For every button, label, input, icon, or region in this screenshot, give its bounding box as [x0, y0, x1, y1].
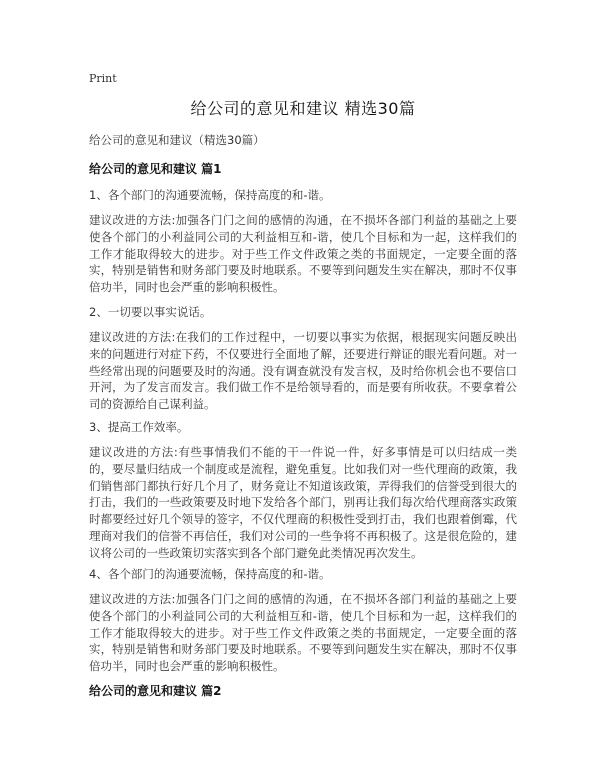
- point-label-4: 4、各个部门的沟通要流畅，保持高度的和-谐。: [89, 567, 331, 581]
- point-label-2: 2、一切要以事实说话。: [89, 305, 212, 319]
- point-label-3: 3、提高工作效率。: [89, 420, 189, 434]
- document-subtitle: 给公司的意见和建议（精选30篇）: [89, 133, 265, 147]
- point-paragraph-3: 建议改进的方法:有些事情我们不能的干一件说一件，好多事情是可以归结成一类的，要尽量归结成一个制度或是流程，避免重复。比如我们对一些代理商的政策，我们销售部门都执行好几个月了，财务竟让不知道该政策，弄得我们的信誉受到很大的打击，我们的一些政策要及时地下发给各个部门，别再让我们每次给代理商落实政策时都要经过好几个领导的签字，不仅代理商的积极性受到打击，我们也跟着倒霉，代理商对我们的信誉不再信任，我们对公司的一些争将不再积极了。这是很危险的，建议将公司的一些政策切实落实到各个部门避免此类情况再次发生。: [89, 445, 517, 560]
- section-heading-1: 给公司的意见和建议 篇1: [89, 162, 222, 176]
- section-heading-2: 给公司的意见和建议 篇2: [89, 684, 222, 698]
- point-label-1: 1、各个部门的沟通要流畅，保持高度的和-谐。: [89, 188, 331, 202]
- print-label[interactable]: Print: [89, 72, 117, 85]
- point-paragraph-2: 建议改进的方法:在我们的工作过程中，一切要以事实为依据，根据现实问题反映出来的问题进行对症下药，不仅要进行全面地了解，还要进行辩证的眼光看问题。对一些经常出现的问题要及时的沟通。没有调查就没有发言权，及时给你机会也不要信口开河，为了发言而发言。我们做工作不是给领导看的，而是要有所收获。不要拿着公司的资源给自己谋利益。: [89, 330, 517, 412]
- point-paragraph-4: 建议改进的方法:加强各门门之间的感情的沟通，在不损坏各部门利益的基础之上要使各个部门的小利益同公司的大利益相互和-谐，使几个目标和为一起，这样我们的工作才能取得较大的进步。对于些工作文件政策之类的书面规定，一定要全面的落实，特别是销售和财务部门要及时地联系。不要等到问题发生实在解决，那时不仅事倍功半，同时也会严重的影响积极性。: [89, 592, 517, 674]
- point-paragraph-1: 建议改进的方法:加强各门门之间的感情的沟通，在不损坏各部门利益的基础之上要使各个部门的小利益同公司的大利益相互和-谐，使几个目标和为一起，这样我们的工作才能取得较大的进步。对于些工作文件政策之类的书面规定，一定要全面的落实，特别是销售和财务部门要及时地联系。不要等到问题发生实在解决，那时不仅事倍功半，同时也会严重的影响积极性。: [89, 213, 517, 295]
- document-title: 给公司的意见和建议 精选30篇: [190, 99, 416, 118]
